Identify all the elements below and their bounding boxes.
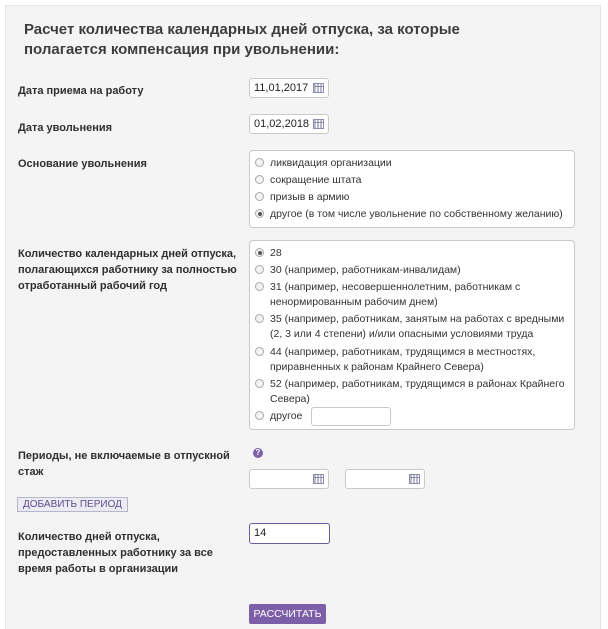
radio-button-selected[interactable] <box>255 248 264 257</box>
calculate-button[interactable]: РАССЧИТАТЬ <box>249 604 326 624</box>
radio-button[interactable] <box>255 158 264 167</box>
form-title: Расчет количества календарных дней отпуска, за которые полагается компенсация при увольнении: <box>24 21 460 58</box>
other-days-input[interactable] <box>311 407 391 426</box>
hire-date-input[interactable] <box>249 78 329 98</box>
calendar-icon[interactable] <box>313 119 324 129</box>
days-used-input[interactable]: 14 <box>249 523 330 544</box>
radio-button[interactable] <box>255 314 264 323</box>
period-start-input[interactable] <box>249 469 329 489</box>
dismissal-date-input[interactable] <box>249 114 329 134</box>
dismissal-date-value: 01,02,2018 <box>254 118 310 130</box>
period-end-input[interactable] <box>345 469 425 489</box>
calendar-icon[interactable] <box>409 474 420 484</box>
excluded-periods-label: Периоды, не включаемые в отпускной стаж <box>18 450 230 478</box>
radio-button[interactable] <box>255 379 264 388</box>
radio-button[interactable] <box>255 347 264 356</box>
calendar-icon[interactable] <box>313 83 324 93</box>
vacation-days-label: Количество календарных дней отпуска, полагающихся работнику за полностью отработанный рабочий год <box>18 248 237 292</box>
dismissal-date-label: Дата увольнения <box>18 122 113 134</box>
dismissal-reason-group: ликвидация организации сокращение штата призыв в армию другое (в том числе увольнение по собственному желанию) <box>249 150 575 228</box>
radio-button[interactable] <box>255 265 264 274</box>
days-used-label: Количество дней отпуска, предоставленных работнику за все время работы в организации <box>18 531 213 575</box>
radio-button-selected[interactable] <box>255 209 264 218</box>
radio-button[interactable] <box>255 411 264 420</box>
hire-date-label: Дата приема на работу <box>18 85 144 97</box>
radio-button[interactable] <box>255 282 264 291</box>
hire-date-value: 11,01,2017 <box>254 82 309 94</box>
calendar-icon[interactable] <box>313 474 324 484</box>
radio-button[interactable] <box>255 175 264 184</box>
dismissal-reason-label: Основание увольнения <box>18 158 147 170</box>
question-icon[interactable]: ? <box>253 448 263 458</box>
add-period-button[interactable]: ДОБАВИТЬ ПЕРИОД <box>17 497 128 512</box>
radio-button[interactable] <box>255 192 264 201</box>
vacation-days-group: 28 30 (например, работникам-инвалидам) 31 (например, несовершеннолетним, работникам с ненормированным рабочим днем) 35 (например, работникам, занятым на работах с вредными (2, 3 или 4 степени) и/или опасными условиями труда 44 (например, работникам, трудящимся в местностях, приравненных к районам Крайнего Севера) 52 (например, работникам, трудящимся в районах Крайнего Севера) другое <box>249 240 575 430</box>
